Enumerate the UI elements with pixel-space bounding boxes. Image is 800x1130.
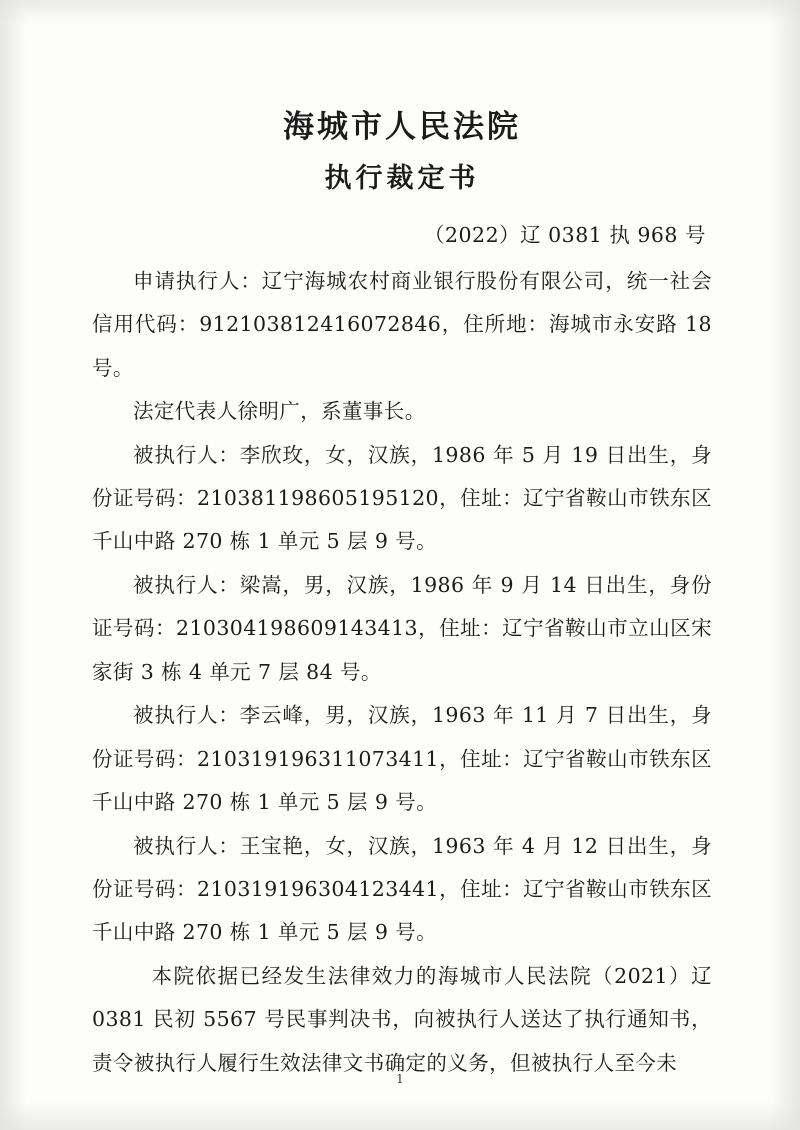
paragraph-basis: 本院依据已经发生法律效力的海城市人民法院（2021）辽 0381 民初 5567 号民事判决书，向被执行人送达了执行通知书，责令被执行人履行生效法律文书确定的义务，但被执行人至今未 — [92, 963, 712, 1075]
paragraph-respondent-2: 被执行人：梁嵩，男，汉族，1986 年 9 月 14 日出生，身份证号码：210304198609143413，住址：辽宁省鞍山市立山区宋家街 3 栋 4 单元 7 层 84 号。 — [92, 572, 712, 684]
paragraph-legal-representative: 法定代表人徐明广，系董事长。 — [133, 399, 426, 424]
page-edge-shadow-bottom — [0, 1102, 800, 1130]
page-number: 1 — [396, 1072, 404, 1086]
page-edge-shadow-right — [770, 0, 800, 1130]
paragraph-respondent-1: 被执行人：李欣玫，女，汉族，1986 年 5 月 19 日出生，身份证号码：210381198605195120，住址：辽宁省鞍山市铁东区千山中路 270 栋 1 单元 5 层 9 号。 — [92, 442, 712, 554]
paragraph-respondent-4: 被执行人：王宝艳，女，汉族，1963 年 4 月 12 日出生，身份证号码：210319196304123441，住址：辽宁省鞍山市铁东区千山中路 270 栋 1 单元 5 层 9 号。 — [92, 833, 712, 945]
page-edge-shadow-top — [0, 0, 800, 22]
document-content — [92, 104, 712, 1085]
document-type-title: 执行裁定书 — [324, 162, 480, 194]
paragraph-respondent-3: 被执行人：李云峰，男，汉族，1963 年 11 月 7 日出生，身份证号码：210319196311073411，住址：辽宁省鞍山市铁东区千山中路 270 栋 1 单元 5 层 9 号。 — [92, 703, 712, 815]
court-name-title: 海城市人民法院 — [283, 109, 521, 145]
paragraph-applicant: 申请执行人：辽宁海城农村商业银行股份有限公司，统一社会信用代码：912103812416072846，住所地：海城市永安路 18 号。 — [92, 268, 712, 380]
case-number: （2022）辽 0381 执 968 号 — [423, 222, 706, 247]
page-edge-shadow-left — [0, 0, 26, 1130]
